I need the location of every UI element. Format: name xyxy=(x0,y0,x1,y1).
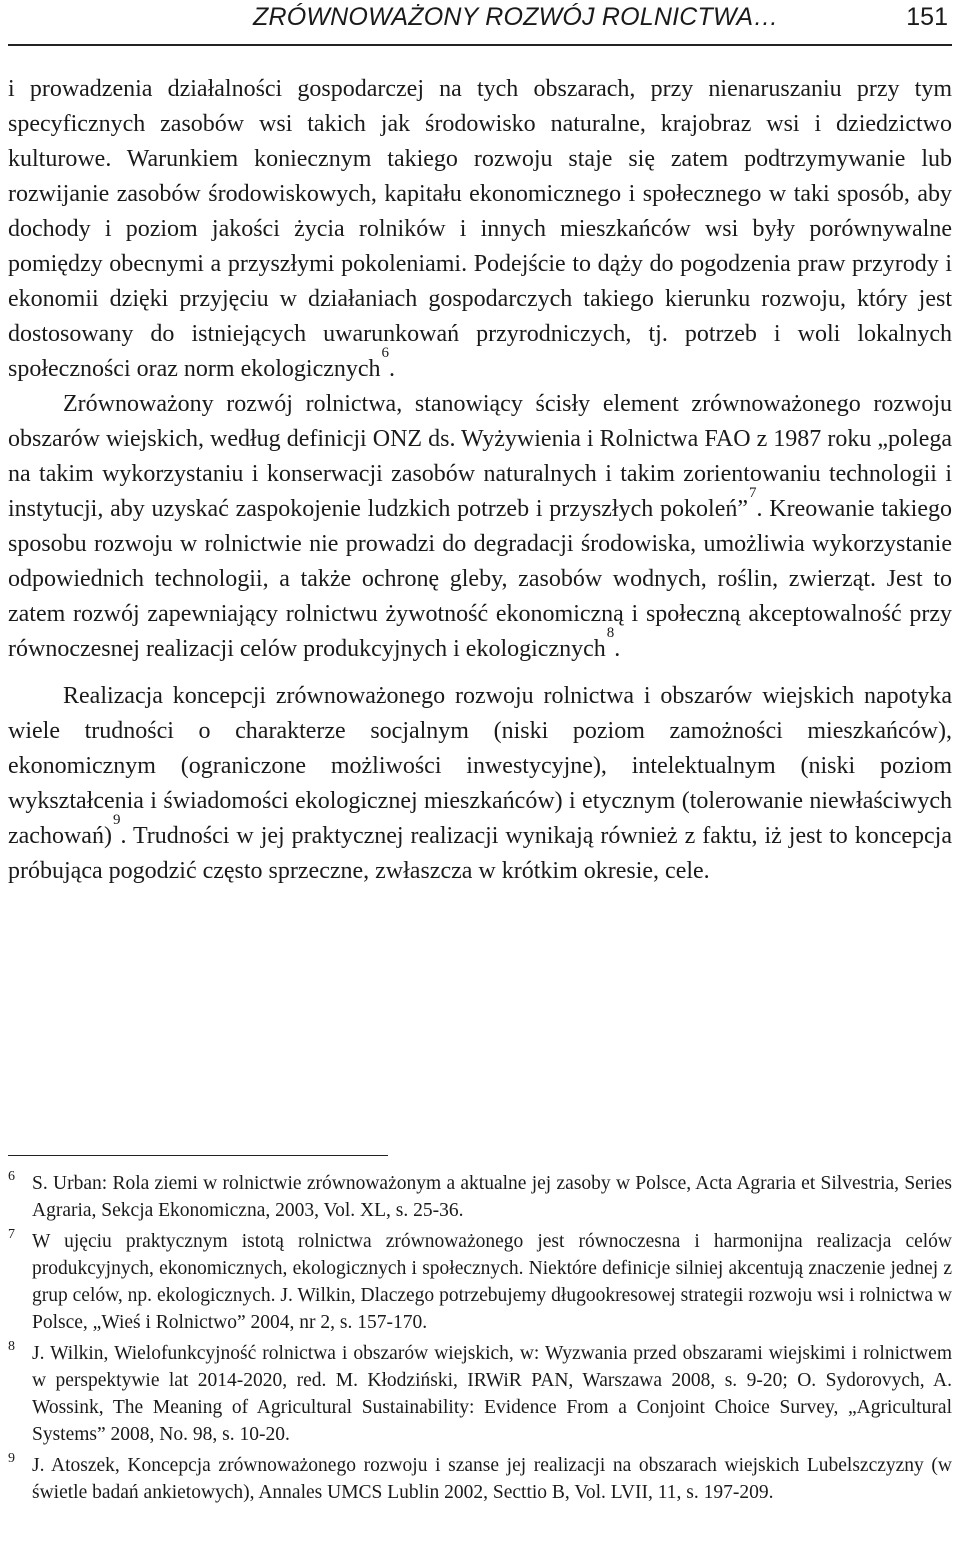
footnote-text: S. Urban: Rola ziemi w rolnictwie zrównoważonym a aktualne jej zasoby w Polsce, Acta Agraria et Silvestria, Series Agraria, Sekcja Ekonomiczna, 2003, Vol. XL, s. 25-36. xyxy=(32,1173,952,1221)
paragraph: Zrównoważony rozwój rolnictwa, stanowiący ścisły element zrównoważonego rozwoju obszarów wiejskich, według definicji ONZ ds. Wyżywienia i Rolnictwa FAO z 1987 roku „polega na takim wykorzystaniu i konserwacji zasobów naturalnych i takim zorientowaniu technologii i instytucji, aby uzyskać zaspokojenie ludzkich potrzeb i przyszłych pokoleń”$^7$. Kreowanie takiego sposobu rozwoju w rolnictwie nie prowadzi do degradacji środowiska, umożliwia wykorzystanie odpowiednich technologii, a także ochronę gleby, zasobów wodnych, roślin, zwierząt. Jest to zatem rozwój zapewniający rolnictwu żywotność ekonomiczną i społeczną akceptowalność przy równoczesnej realizacji celów produkcyjnych i ekologicznych$^8$. xyxy=(8,391,952,662)
footnote-number: 9 xyxy=(8,1451,15,1466)
footnote-ref[interactable]: 7 xyxy=(749,485,757,501)
footnote-separator xyxy=(8,1155,388,1156)
body-text xyxy=(8,72,952,889)
footnote xyxy=(8,1170,952,1224)
footnote-ref[interactable]: 6 xyxy=(381,345,390,361)
footnote xyxy=(8,1340,952,1448)
footnote-number: 6 xyxy=(8,1169,15,1184)
footnote xyxy=(8,1228,952,1336)
footnote-number: 7 xyxy=(8,1227,15,1242)
footnote-ref[interactable]: 9 xyxy=(112,812,121,828)
page-number: 151 xyxy=(906,3,948,31)
footnotes xyxy=(8,1170,952,1510)
page-header xyxy=(8,0,952,46)
running-title: ZRÓWNOWAŻONY ROZWÓJ ROLNICTWA… xyxy=(253,3,779,31)
footnote-text: J. Wilkin, Wielofunkcyjność rolnictwa i obszarów wiejskich, w: Wyzwania przed obszarami wiejskimi i rolnictwem w perspektywie lat 2014-2020, red. M. Kłodziński, IRWiR PAN, Warszawa 2008, s. 9-20; O. Sydorovych, A. Wossink, The Meaning of Agricultural Sustainability: Evidence From a Conjoint Choice Survey, „Agricultural Systems” 2008, No. 98, s. 10-20. xyxy=(32,1343,952,1445)
footnote xyxy=(8,1452,952,1506)
footnote-text: W ujęciu praktycznym istotą rolnictwa zrównoważonego jest równoczesna i harmonijna realizacja celów produkcyjnych, ekonomicznych, ekologicznych i społecznych. Niektóre definicje silniej akcentują znaczenie jednej z grup celów, np. ekologicznych. J. Wilkin, Dlaczego potrzebujemy długookresowej strategii rozwoju wsi i rolnictwa w Polsce, „Wieś i Rolnictwo” 2004, nr 2, s. 157-170. xyxy=(32,1231,952,1333)
paragraph: i prowadzenia działalności gospodarczej na tych obszarach, przy nienaruszaniu przy tym specyficznych zasobów wsi takich jak środowisko naturalne, krajobraz wsi i dziedzictwo kulturowe. Warunkiem koniecznym takiego rozwoju staje się zatem podtrzymywanie lub rozwijanie zasobów środowiskowych, kapitału ekonomicznego i społecznego w taki sposób, aby dochody i poziom jakości życia rolników i innych mieszkańców wsi były porównywalne pomiędzy obecnymi a przyszłymi pokoleniami. Podejście to dąży do pogodzenia praw przyrody i ekonomii dzięki przyjęciu w działaniach gospodarczych takiego kierunku rozwoju, który jest dostosowany do istniejących uwarunkowań przyrodniczych, tj. potrzeb i woli lokalnych społeczności oraz norm ekologicznych$^6$. xyxy=(8,76,952,382)
footnote-ref[interactable]: 8 xyxy=(606,625,615,641)
paragraph: Realizacja koncepcji zrównoważonego rozwoju rolnictwa i obszarów wiejskich napotyka wiele trudności o charakterze socjalnym (niski poziom zamożności mieszkańców), ekonomicznym (ograniczone możliwości inwestycyjne), intelektualnym (niski poziom wykształcenia i świadomości ekologicznej mieszkańców) i etycznym (tolerowanie niewłaściwych zachowań)$^9$. Trudności w jej praktycznej realizacji wynikają również z faktu, iż jest to koncepcja próbująca pogodzić często sprzeczne, zwłaszcza w krótkim okresie, cele. xyxy=(8,683,952,884)
footnote-text: J. Atoszek, Koncepcja zrównoważonego rozwoju i szanse jej realizacji na obszarach wiejskich Lubelszczyzny (w świetle badań ankietowych), Annales UMCS Lublin 2002, Secttio B, Vol. LVII, 11, s. 197-209. xyxy=(32,1455,952,1503)
footnote-number: 8 xyxy=(8,1339,15,1354)
